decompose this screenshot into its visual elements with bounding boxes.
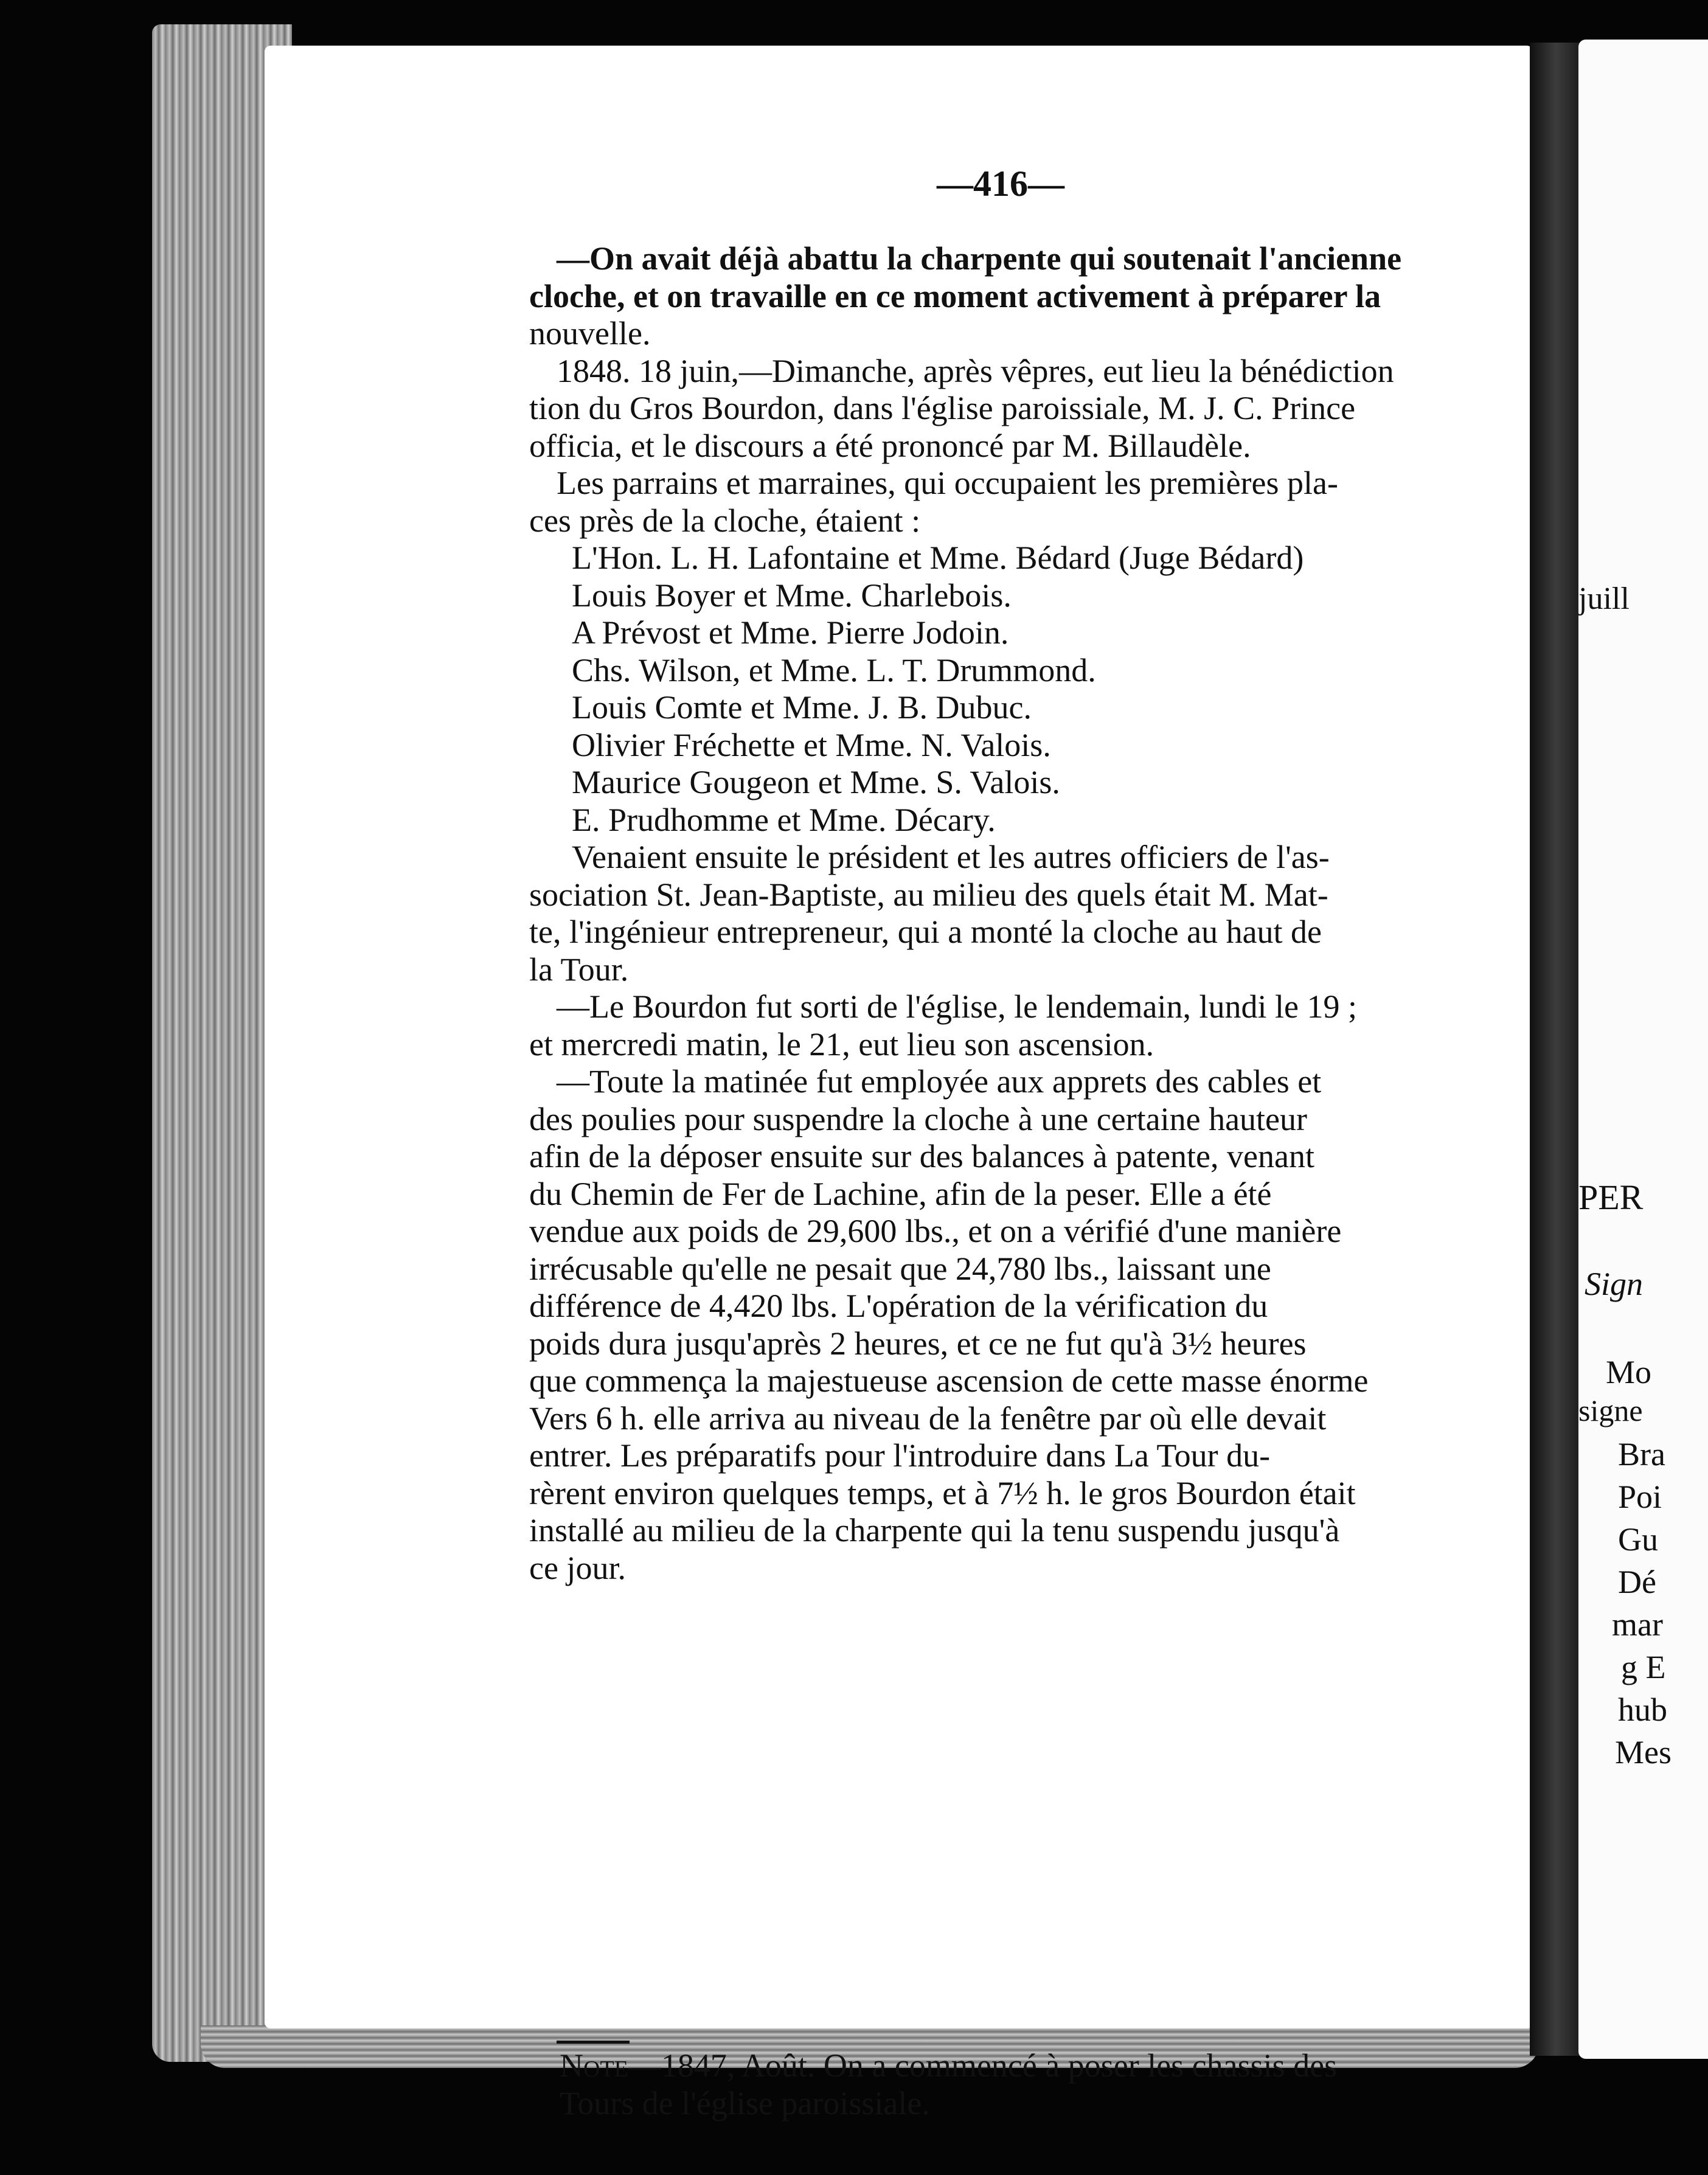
text-line: irrécusable qu'elle ne pesait que 24,780 lbs., laissant une bbox=[529, 1250, 1271, 1287]
right-page-fragment: PER bbox=[1578, 1178, 1644, 1217]
body-text bbox=[529, 240, 1487, 1587]
text-line: Vers 6 h. elle arriva au niveau de la fenêtre par où elle devait bbox=[529, 1400, 1327, 1437]
right-page-fragment: Mo bbox=[1606, 1354, 1652, 1390]
page-number: —416— bbox=[937, 164, 1064, 204]
text-line: E. Prudhomme et Mme. Décary. bbox=[572, 801, 996, 838]
text-line: et mercredi matin, le 21, eut lieu son ascension. bbox=[529, 1025, 1154, 1063]
text-line: 1848. 18 juin,—Dimanche, après vêpres, eut lieu la bénédiction bbox=[557, 352, 1394, 389]
text-line: Olivier Fréchette et Mme. N. Valois. bbox=[572, 726, 1051, 763]
text-line: —On avait déjà abattu la charpente qui soutenait l'ancienne bbox=[557, 240, 1402, 277]
footnote-label: Note bbox=[560, 2047, 628, 2084]
text-line: ce jour. bbox=[529, 1549, 626, 1586]
text-line: —Toute la matinée fut employée aux apprets des cables et bbox=[557, 1063, 1322, 1100]
text-line: Maurice Gougeon et Mme. S. Valois. bbox=[572, 764, 1060, 800]
text-line: cloche, et on travaille en ce moment activement à préparer la bbox=[529, 277, 1381, 314]
text-line: nouvelle. bbox=[529, 315, 651, 352]
text-line: A Prévost et Mme. Pierre Jodoin. bbox=[572, 614, 1009, 651]
text-line: afin de la déposer ensuite sur des balances à patente, venant bbox=[529, 1138, 1314, 1174]
footnote-line-2: Tours de l'église paroissiale. bbox=[560, 2085, 930, 2121]
text-line: vendue aux poids de 29,600 lbs., et on a vérifié d'une manière bbox=[529, 1213, 1342, 1249]
right-page-fragment: Dé bbox=[1618, 1564, 1656, 1600]
right-page-fragment: Gu bbox=[1618, 1521, 1658, 1558]
note-separator bbox=[557, 2041, 630, 2044]
text-line: du Chemin de Fer de Lachine, afin de la peser. Elle a été bbox=[529, 1175, 1272, 1212]
text-line: entrer. Les préparatifs pour l'introduire dans La Tour du- bbox=[529, 1437, 1271, 1474]
right-page bbox=[1578, 40, 1708, 2059]
text-line: la Tour. bbox=[529, 951, 629, 988]
text-line: installé au milieu de la charpente qui la tenu suspendu jusqu'à bbox=[529, 1512, 1340, 1549]
footnote bbox=[560, 2047, 1508, 2122]
text-line: Louis Comte et Mme. J. B. Dubuc. bbox=[572, 689, 1032, 726]
text-line: sociation St. Jean-Baptiste, au milieu des quels était M. Mat- bbox=[529, 876, 1328, 913]
text-line: L'Hon. L. H. Lafontaine et Mme. Bédard (Juge Bédard) bbox=[572, 539, 1304, 576]
text-line: différence de 4,420 lbs. L'opération de la vérification du bbox=[529, 1288, 1268, 1324]
right-page-fragment: Poi bbox=[1618, 1479, 1662, 1515]
text-line: poids dura jusqu'après 2 heures, et ce ne fut qu'à 3½ heures bbox=[529, 1325, 1307, 1362]
text-line: Louis Boyer et Mme. Charlebois. bbox=[572, 577, 1012, 614]
text-line: Venaient ensuite le président et les autres officiers de l'as- bbox=[572, 839, 1330, 875]
right-page-fragment: mar bbox=[1612, 1606, 1663, 1643]
right-page-fragment: juill bbox=[1578, 581, 1630, 616]
footnote-line-1 bbox=[560, 2047, 1508, 2084]
text-line: que commença la majestueuse ascension de cette masse énorme bbox=[529, 1362, 1369, 1399]
right-page-fragment: Sign bbox=[1585, 1266, 1644, 1302]
right-page-fragment: Bra bbox=[1618, 1436, 1665, 1473]
text-line: ces près de la cloche, étaient : bbox=[529, 502, 921, 539]
text-line: —Le Bourdon fut sorti de l'église, le lendemain, lundi le 19 ; bbox=[557, 988, 1357, 1025]
right-page-fragment: hub bbox=[1618, 1691, 1667, 1728]
text-line: Les parrains et marraines, qui occupaient les premières pla- bbox=[557, 465, 1338, 501]
right-page-fragment: signe bbox=[1578, 1393, 1643, 1427]
right-page-fragment: Mes bbox=[1615, 1734, 1672, 1771]
footnote-text-1: —1847, Août. On a commencé à poser les chassis des bbox=[628, 2047, 1338, 2084]
right-page-fragment: g E bbox=[1621, 1649, 1666, 1685]
text-line: des poulies pour suspendre la cloche à une certaine hauteur bbox=[529, 1100, 1307, 1137]
text-line: officia, et le discours a été prononcé par M. Billaudèle. bbox=[529, 427, 1251, 464]
text-line: Chs. Wilson, et Mme. L. T. Drummond. bbox=[572, 651, 1096, 689]
text-line: tion du Gros Bourdon, dans l'église paroissiale, M. J. C. Prince bbox=[529, 390, 1356, 426]
text-line: te, l'ingénieur entrepreneur, qui a monté la cloche au haut de bbox=[529, 914, 1322, 950]
text-line: rèrent environ quelques temps, et à 7½ h. le gros Bourdon était bbox=[529, 1474, 1356, 1511]
